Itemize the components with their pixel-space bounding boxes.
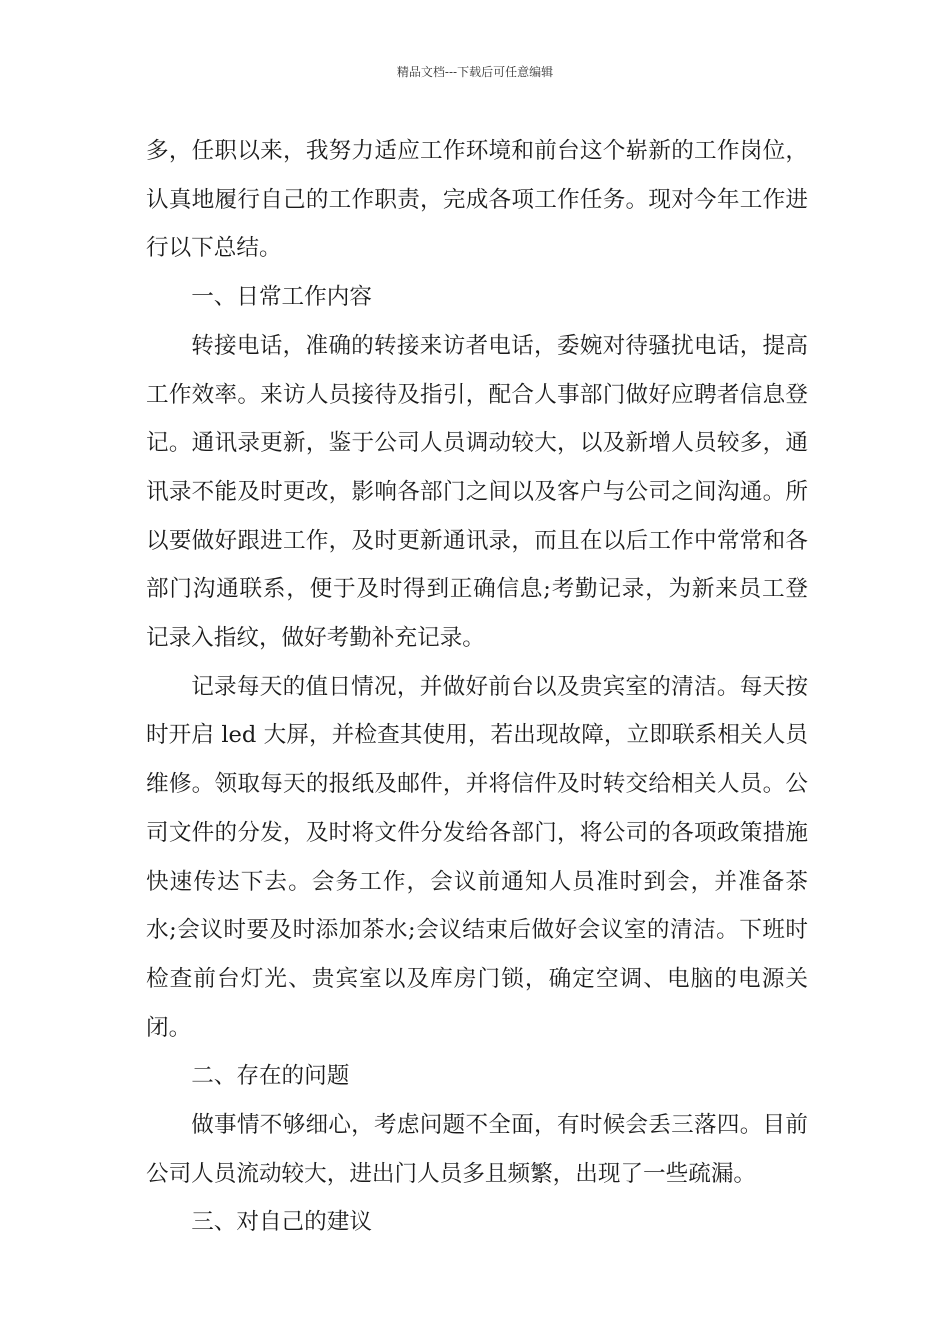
paragraph-phone-reception: 转接电话，准确的转接来访者电话，委婉对待骚扰电话，提高工作效率。来访人员接待及指引，配合人事部门做好应聘者信息登记。通讯录更新，鉴于公司人员调动较大，以及新增人员较多，通讯录不能及时更改，影响各部门之间以及客户与公司之间沟通。所以要做好跟进工作，及时更新通讯录，而且在以后工作中常常和各部门沟通联系，便于及时得到正确信息;考勤记录，为新来员工登记录入指纹，做好考勤补充记录。 bbox=[146, 332, 808, 652]
document-body bbox=[146, 127, 808, 1247]
paragraph-problems: 做事情不够细心，考虑问题不全面，有时候会丢三落四。目前公司人员流动较大，进出门人员多且频繁，出现了一些疏漏。 bbox=[146, 1112, 808, 1187]
section-heading-problems: 二、存在的问题 bbox=[191, 1063, 350, 1090]
section-heading-daily-work: 一、日常工作内容 bbox=[191, 284, 372, 311]
paragraph-duty-records: 记录每天的值日情况，并做好前台以及贵宾室的清洁。每天按时开启 led 大屏，并检查其使用，若出现故障，立即联系相关人员维修。领取每天的报纸及邮件，并将信件及时转交给相关人员。公司文件的分发，及时将文件分发给各部门，将公司的各项政策措施快速传达下去。会务工作，会议前通知人员准时到会，并准备茶水;会议时要及时添加茶水;会议结束后做好会议室的清洁。下班时检查前台灯光、贵宾室以及库房门锁，确定空调、电脑的电源关闭。 bbox=[146, 673, 808, 1041]
section-heading-suggestions: 三、对自己的建议 bbox=[191, 1209, 372, 1236]
paragraph-intro-continued: 多，任职以来，我努力适应工作环境和前台这个崭新的工作岗位，认真地履行自己的工作职责，完成各项工作任务。现对今年工作进行以下总结。 bbox=[146, 138, 808, 262]
page-header: 精品文档---下载后可任意编辑 bbox=[396, 65, 554, 79]
